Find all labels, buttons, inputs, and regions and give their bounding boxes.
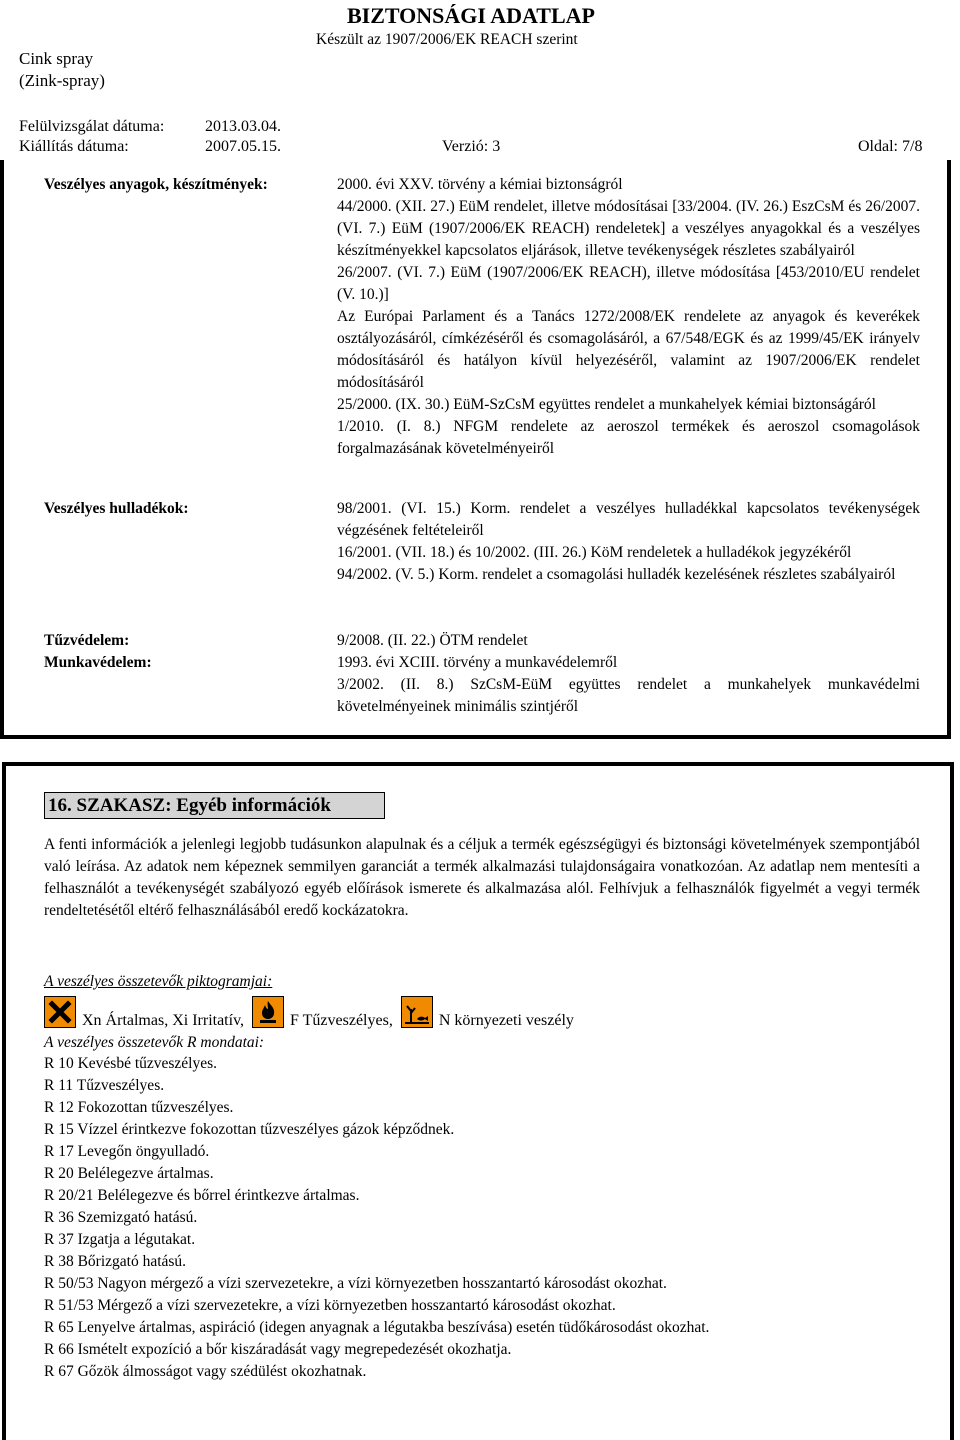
list-item: R 17 Levegőn öngyulladó. bbox=[44, 1143, 210, 1160]
labour-protection-regulations bbox=[337, 652, 920, 718]
r-phrases-list bbox=[44, 1053, 709, 1383]
list-item: R 66 Ismételt expozíció a bőr kiszáradását vagy megrepedezését okozhatja. bbox=[44, 1341, 512, 1358]
pictogram-label: N környezeti veszély bbox=[438, 1012, 574, 1029]
flame-icon bbox=[252, 996, 284, 1028]
list-item: R 12 Fokozottan tűzveszélyes. bbox=[44, 1099, 234, 1116]
regulation-item: 44/2000. (XII. 27.) EüM rendelet, illetve módosításai [33/2004. (IV. 26.) EszCsM és 26/2007. (VI. 7.) EüM (1907/2006/EK REACH) rendeletek] a veszélyes anyagokkal és a veszélyes készítményekkel kapcsolatos eljárások, illetve tevékenységek részletes szabályairól bbox=[337, 198, 920, 259]
regulation-item: 16/2001. (VII. 18.) és 10/2002. (III. 26.) KöM rendeletek a hulladékok jegyzékéről bbox=[337, 544, 852, 561]
regulation-item: 1993. évi XCIII. törvény a munkavédelemről bbox=[337, 654, 618, 671]
list-item: R 51/53 Mérgező a vízi szervezetekre, a vízi környezetben hosszantartó károsodást okozhat. bbox=[44, 1297, 616, 1314]
issue-date-label: Kiállítás dátuma: bbox=[19, 138, 129, 155]
regulations-box bbox=[0, 160, 951, 739]
list-item: R 10 Kevésbé tűzveszélyes. bbox=[44, 1055, 218, 1072]
list-item: R 65 Lenyelve ártalmas, aspiráció (idegen anyagnak a légutakba beszívása) esetén tüdőkárosodást okozhat. bbox=[44, 1319, 710, 1336]
regulation-item: 3/2002. (II. 8.) SzCsM-EüM együttes rendelet a munkahelyek munkavédelmi követelményeinek minimális szintjéről bbox=[337, 676, 920, 715]
fire-protection-regulation: 9/2008. (II. 22.) ÖTM rendelet bbox=[337, 632, 528, 649]
regulation-item: Az Európai Parlament és a Tanács 1272/2008/EK rendelete az anyagok és keverékek osztályozásáról, címkézéséről és csomagolásáról, a 67/548/EGK és az 1999/45/EK irányelv módosításáról és hatályon kívül helyezéséről, valamint az 1907/2006/EK rendelet módosításáról bbox=[337, 308, 920, 391]
section-heading: 16. SZAKASZ: Egyéb információk bbox=[44, 792, 385, 819]
document-title: BIZTONSÁGI ADATLAP bbox=[347, 3, 595, 28]
list-item: R 20/21 Belélegezve és bőrrel érintkezve ártalmas. bbox=[44, 1187, 360, 1204]
hazardous-substances-regulations bbox=[337, 174, 920, 460]
list-item: R 36 Szemizgató hatású. bbox=[44, 1209, 198, 1226]
hazardous-waste-regulations bbox=[337, 498, 920, 586]
page-number: Oldal: 7/8 bbox=[858, 138, 923, 155]
fire-protection-label: Tűzvédelem: bbox=[44, 632, 130, 649]
pictogram-heading: A veszélyes összetevők piktogramjai: bbox=[44, 973, 273, 990]
hazardous-waste-label: Veszélyes hulladékok: bbox=[44, 500, 189, 517]
environment-icon bbox=[401, 996, 433, 1028]
list-item: R 20 Belélegezve ártalmas. bbox=[44, 1165, 214, 1182]
regulation-item: 98/2001. (VI. 15.) Korm. rendelet a veszélyes hulladékkal kapcsolatos tevékenységek végzésének feltételeiről bbox=[337, 500, 920, 539]
regulation-item: 94/2002. (V. 5.) Korm. rendelet a csomagolási hulladék kezelésének részletes szabályairól bbox=[337, 566, 896, 583]
list-item: R 15 Vízzel érintkezve fokozottan tűzveszélyes gázok képződnek. bbox=[44, 1121, 455, 1138]
r-phrases-heading: A veszélyes összetevők R mondatai: bbox=[44, 1034, 265, 1051]
issue-date: 2007.05.15. bbox=[205, 138, 281, 155]
revision-date-label: Felülvizsgálat dátuma: bbox=[19, 118, 165, 135]
harmful-x-icon bbox=[44, 996, 76, 1028]
list-item: R 37 Izgatja a légutakat. bbox=[44, 1231, 196, 1248]
section-16-box bbox=[2, 762, 954, 1440]
regulation-item: 25/2000. (IX. 30.) EüM-SzCsM együttes rendelet a munkahelyek kémiai biztonságáról bbox=[337, 396, 876, 413]
product-alt-name: (Zink-spray) bbox=[19, 71, 105, 90]
list-item: R 67 Gőzök álmosságot vagy szédülést okozhatnak. bbox=[44, 1363, 367, 1380]
version: Verzió: 3 bbox=[442, 138, 501, 155]
document-subtitle: Készült az 1907/2006/EK REACH szerint bbox=[316, 31, 578, 48]
pictogram-row bbox=[44, 996, 582, 1032]
labour-protection-label: Munkavédelem: bbox=[44, 654, 152, 671]
pictogram-label: F Tűzveszélyes, bbox=[290, 1012, 393, 1029]
regulation-item: 1/2010. (I. 8.) NFGM rendelete az aeroszol termékek és aeroszol csomagolások forgalmazásának követelményeiről bbox=[337, 418, 920, 457]
regulation-item: 26/2007. (VI. 7.) EüM (1907/2006/EK REACH), illetve módosítása [453/2010/EU rendelet (V. 10.)] bbox=[337, 264, 920, 303]
pictogram-label: Xn Ártalmas, Xi Irritatív, bbox=[82, 1012, 245, 1029]
section-body-text: A fenti információk a jelenlegi legjobb tudásunkon alapulnak és a céljuk a termék egészségügyi és biztonsági követelmények szempontjából való leírása. Az adatok nem képeznek semmilyen garanciát a termék alkalmazási tulajdonságaira vonatkozóan. Az adatlap nem mentesíti a felhasználót a tevékenységét szabályozó egyéb előírások ismerete és alkalmazása alól. Felhívjuk a felhasználók figyelmét a vegyi termék rendeltetésétől eltérő felhasználásából eredő kockázatokra. bbox=[44, 836, 920, 919]
document-header bbox=[0, 0, 960, 160]
list-item: R 11 Tűzveszélyes. bbox=[44, 1077, 165, 1094]
product-name: Cink spray bbox=[19, 49, 94, 68]
revision-date: 2013.03.04. bbox=[205, 118, 281, 135]
list-item: R 50/53 Nagyon mérgező a vízi szervezetekre, a vízi környezetben hosszantartó károsodást okozhat. bbox=[44, 1275, 667, 1292]
hazardous-substances-label: Veszélyes anyagok, készítmények: bbox=[44, 176, 268, 193]
list-item: R 38 Bőrizgató hatású. bbox=[44, 1253, 187, 1270]
regulation-item: 2000. évi XXV. törvény a kémiai biztonságról bbox=[337, 176, 623, 193]
